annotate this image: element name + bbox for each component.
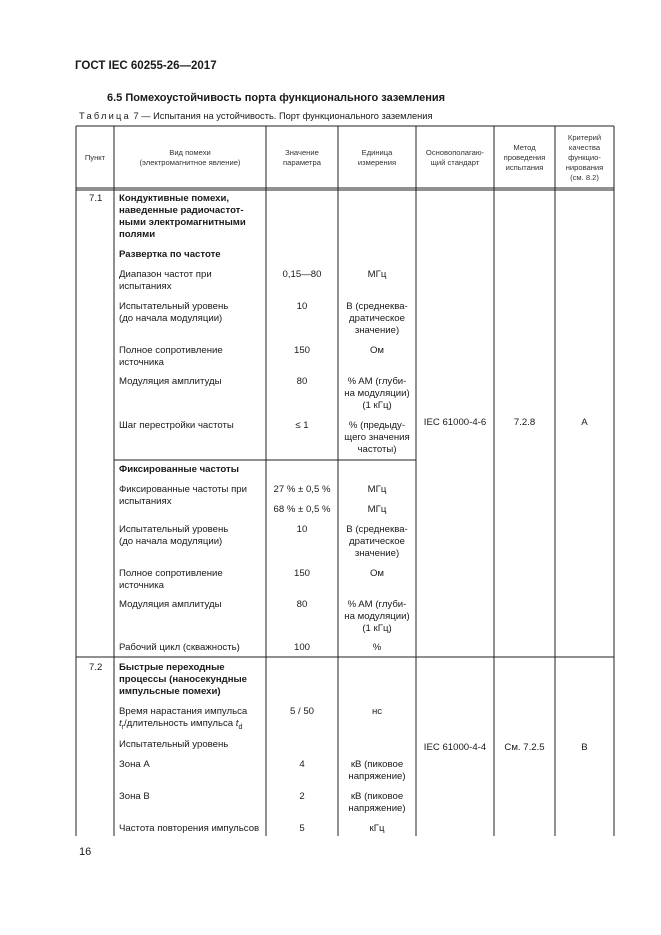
param-unit: МГц — [367, 484, 387, 495]
standard-cell: IEC 61000-4-6 — [423, 417, 487, 428]
group-title-line3: ными электромагнитными — [119, 217, 246, 228]
param-unit: напряжение) — [348, 803, 406, 814]
header-value-line2: параметра — [283, 158, 321, 167]
param-unit: МГц — [367, 504, 387, 515]
symbol-sub: d — [238, 723, 243, 731]
param-unit: % AM (глуби- — [347, 376, 407, 387]
param-value: 80 — [296, 599, 308, 610]
header-standard-line1: Основополагаю- — [425, 148, 485, 157]
subgroup-title-sweep: Развертка по частоте — [119, 249, 221, 260]
param-unit: дратическое — [349, 313, 405, 324]
param-value: 5 — [299, 823, 305, 834]
header-unit-line1: Единица — [361, 148, 393, 157]
param-value: ≤ 1 — [295, 420, 309, 431]
method-cell: 7.2.8 — [513, 417, 536, 428]
param-name-with-symbols — [119, 718, 242, 734]
group-title-line1: Кондуктивные помехи, — [119, 193, 230, 204]
group-title-line2: наведенные радиочастот- — [119, 205, 244, 216]
param-name: Зона B — [119, 791, 150, 802]
param-name: Рабочий цикл (скважность) — [119, 642, 240, 653]
header-standard-line2: щий стандарт — [430, 158, 480, 167]
param-value: 80 — [296, 376, 308, 387]
header-value-line1: Значение — [285, 148, 319, 157]
param-value: 150 — [293, 568, 310, 579]
param-unit: (1 кГц) — [362, 623, 392, 634]
header-criterion-line1: Критерий — [567, 133, 602, 142]
header-method-line1: Метод — [513, 143, 536, 152]
param-value: 68 % ± 0,5 % — [273, 504, 331, 515]
param-name: Зона A — [119, 759, 150, 770]
param-unit: кГц — [369, 823, 385, 834]
group-title-line4: полями — [119, 229, 156, 240]
param-name: источника — [119, 580, 164, 591]
group-title-line1: Быстрые переходные — [119, 662, 225, 673]
param-value: 2 — [299, 791, 305, 802]
param-unit: кВ (пиковое — [350, 791, 404, 802]
criterion-cell: B — [581, 742, 588, 753]
criterion-cell: A — [581, 417, 588, 428]
param-unit: значение) — [354, 548, 400, 559]
param-value: 10 — [296, 524, 308, 535]
header-method-line2: проведения — [503, 153, 546, 162]
standard-cell: IEC 61000-4-4 — [423, 742, 487, 753]
param-unit: на модуляции) — [344, 611, 410, 622]
param-name: /длительность импульса — [124, 718, 234, 729]
param-value: 5 / 50 — [289, 706, 314, 717]
param-name: Фиксированные частоты при — [119, 484, 247, 495]
param-value: 10 — [296, 301, 308, 312]
header-type-line2: (электромагнитное явление) — [139, 158, 241, 167]
param-unit: напряжение) — [348, 771, 406, 782]
param-name: источника — [119, 357, 164, 368]
param-name: Испытательный уровень — [119, 524, 229, 535]
item-number: 7.1 — [89, 193, 103, 204]
param-unit: дратическое — [349, 536, 405, 547]
param-unit: на модуляции) — [344, 388, 410, 399]
param-unit: % AM (глуби- — [347, 599, 407, 610]
method-cell: См. 7.2.5 — [504, 742, 545, 753]
param-unit: МГц — [367, 269, 387, 280]
param-value: 27 % ± 0,5 % — [273, 484, 331, 495]
param-unit: % — [372, 642, 382, 653]
header-unit-line2: измерения — [357, 158, 397, 167]
header-criterion-line2: качества — [568, 143, 601, 152]
param-value: 4 — [299, 759, 305, 770]
header-criterion-line5: (см. 8.2) — [570, 173, 599, 182]
param-name: Модуляция амплитуды — [119, 599, 222, 610]
table-caption-label: Таблица — [79, 111, 131, 121]
param-unit: щего значения — [344, 432, 410, 443]
param-name: Время нарастания импульса — [119, 706, 248, 717]
symbol-sub: r — [121, 723, 125, 731]
param-name: Шаг перестройки частоты — [119, 420, 234, 431]
param-name: Диапазон частот при — [119, 269, 212, 280]
param-name: Модуляция амплитуды — [119, 376, 222, 387]
param-name: (до начала модуляции) — [119, 313, 223, 324]
group-title-line3: импульсные помехи) — [119, 686, 221, 697]
subgroup-title-fixed: Фиксированные частоты — [119, 464, 239, 475]
param-name: (до начала модуляции) — [119, 536, 223, 547]
param-name: Частота повторения импульсов — [119, 823, 260, 834]
param-unit: (1 кГц) — [362, 400, 392, 411]
symbol-t: t — [235, 718, 239, 729]
param-name: Полное сопротивление — [119, 345, 223, 356]
header-item: Пункт — [84, 153, 106, 162]
header-criterion-line3: функцио- — [568, 153, 601, 162]
page-number: 16 — [79, 846, 92, 858]
group-title-line2: процессы (наносекундные — [119, 674, 248, 685]
param-unit: В (среднеква- — [346, 301, 408, 312]
param-value: 150 — [293, 345, 310, 356]
param-name: испытаниях — [119, 496, 172, 507]
param-name: Полное сопротивление — [119, 568, 223, 579]
table-caption-text: 7 — Испытания на устойчивость. Порт функционального заземления — [133, 111, 433, 121]
param-name: Испытательный уровень — [119, 739, 229, 750]
param-unit: нс — [371, 706, 383, 717]
table-caption — [79, 111, 433, 121]
symbol-t: t — [119, 718, 122, 729]
header-method-line3: испытания — [505, 163, 544, 172]
item-number: 7.2 — [89, 662, 103, 673]
param-name: испытаниях — [119, 281, 172, 292]
param-unit: Ом — [369, 568, 385, 579]
param-value: 100 — [293, 642, 310, 653]
param-unit: В (среднеква- — [346, 524, 408, 535]
param-unit: значение) — [354, 325, 400, 336]
param-unit: частоты) — [357, 444, 397, 455]
header-type-line1: Вид помехи — [169, 148, 211, 157]
header-criterion-line4: нирования — [565, 163, 604, 172]
document-id: ГОСТ IEC 60255-26—2017 — [75, 60, 217, 72]
section-title: 6.5 Помехоустойчивость порта функционального заземления — [107, 92, 446, 104]
param-unit: Ом — [369, 345, 385, 356]
param-unit: % (предыду- — [348, 420, 406, 431]
param-unit: кВ (пиковое — [350, 759, 404, 770]
param-value: 0,15—80 — [282, 269, 322, 280]
param-name: Испытательный уровень — [119, 301, 229, 312]
